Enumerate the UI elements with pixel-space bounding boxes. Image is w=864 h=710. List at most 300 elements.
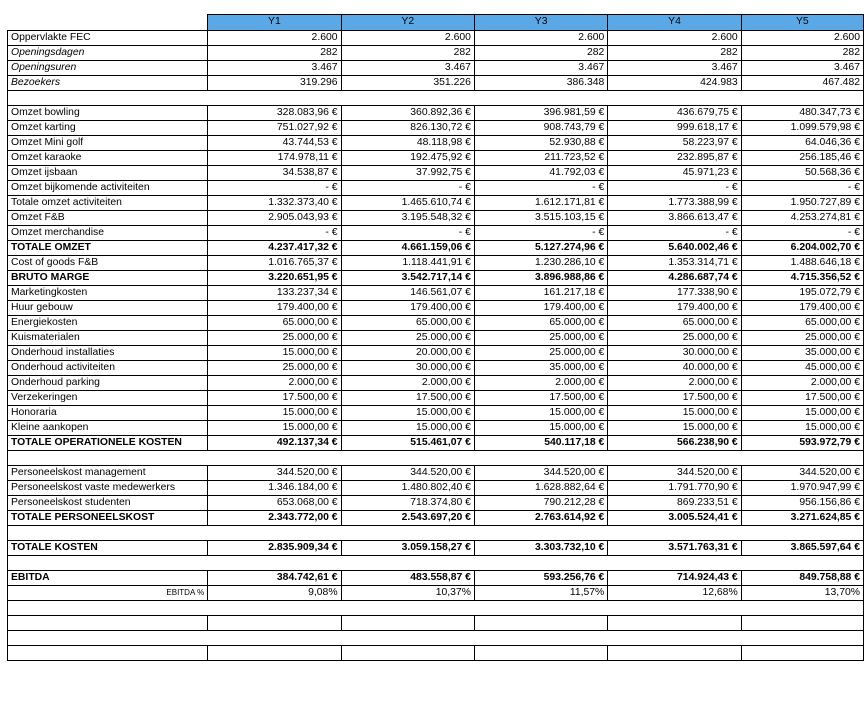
row-label[interactable]: Huur gebouw [8,301,208,316]
value-cell-y3[interactable]: 3.303.732,10 € [474,541,607,556]
value-cell-y2[interactable]: 360.892,36 € [341,106,474,121]
value-cell-y2[interactable]: 2.600 [341,31,474,46]
value-cell-y4[interactable]: 2.000,00 € [608,376,741,391]
table-row [8,76,864,91]
value-cell-y1[interactable]: 2.905.043,93 € [208,211,341,226]
value-cell-y5[interactable]: 50.568,36 € [741,166,863,181]
value-cell-y1[interactable]: 15.000,00 € [208,406,341,421]
value-cell-y4[interactable]: 45.971,23 € [608,166,741,181]
row-label[interactable]: Onderhoud installaties [8,346,208,361]
year-header-row [8,15,864,31]
value-cell-y4[interactable]: 40.000,00 € [608,361,741,376]
empty-cell[interactable] [608,91,741,106]
value-cell-y1[interactable]: 3.220.651,95 € [208,271,341,286]
value-cell-y3[interactable]: 2.600 [474,31,607,46]
value-cell-y2[interactable]: - € [341,181,474,196]
value-cell-y1[interactable]: 1.016.765,37 € [208,256,341,271]
value-cell-y5[interactable]: 1.099.579,98 € [741,121,863,136]
value-cell-y4[interactable]: 1.773.388,99 € [608,196,741,211]
value-cell-y5[interactable]: 2.000,00 € [741,376,863,391]
table-row [8,511,864,526]
value-cell-y4[interactable]: 179.400,00 € [608,301,741,316]
empty-cell[interactable] [341,631,474,646]
value-cell-y3[interactable]: 3.467 [474,61,607,76]
empty-cell[interactable] [8,91,208,106]
spacer-row [8,526,864,541]
value-cell-y3[interactable]: 2.763.614,92 € [474,511,607,526]
table-row [8,376,864,391]
value-cell-y3[interactable]: 17.500,00 € [474,391,607,406]
empty-cell[interactable] [341,451,474,466]
empty-cell[interactable] [341,616,474,631]
value-cell-y1[interactable]: 384.742,61 € [208,571,341,586]
value-cell-y5[interactable]: 1.950.727,89 € [741,196,863,211]
value-cell-y3[interactable]: 35.000,00 € [474,361,607,376]
value-cell-y3[interactable]: 282 [474,46,607,61]
value-cell-y5[interactable]: 25.000,00 € [741,331,863,346]
value-cell-y2[interactable]: 3.467 [341,61,474,76]
value-cell-y1[interactable]: 15.000,00 € [208,421,341,436]
empty-cell[interactable] [208,601,341,616]
value-cell-y4[interactable]: 3.866.613,47 € [608,211,741,226]
value-cell-y2[interactable]: 146.561,07 € [341,286,474,301]
row-label[interactable]: Cost of goods F&B [8,256,208,271]
empty-cell[interactable] [208,526,341,541]
value-cell-y4[interactable]: 232.895,87 € [608,151,741,166]
value-cell-y1[interactable]: 1.332.373,40 € [208,196,341,211]
value-cell-y3[interactable]: 1.230.286,10 € [474,256,607,271]
row-label[interactable]: Omzet F&B [8,211,208,226]
spacer-row [8,631,864,646]
value-cell-y4[interactable]: 17.500,00 € [608,391,741,406]
table-row [8,286,864,301]
value-cell-y1[interactable]: 492.137,34 € [208,436,341,451]
value-cell-y4[interactable]: 3.571.763,31 € [608,541,741,556]
value-cell-y3[interactable]: 52.930,88 € [474,136,607,151]
empty-cell[interactable] [474,526,607,541]
value-cell-y1[interactable]: 34.538,87 € [208,166,341,181]
empty-cell[interactable] [608,601,741,616]
empty-cell[interactable] [608,646,741,661]
empty-cell[interactable] [341,526,474,541]
value-cell-y2[interactable]: 4.661.159,06 € [341,241,474,256]
value-cell-y5[interactable]: 593.972,79 € [741,436,863,451]
row-label[interactable]: Marketingkosten [8,286,208,301]
value-cell-y4[interactable]: 15.000,00 € [608,406,741,421]
value-cell-y5[interactable]: 1.970.947,99 € [741,481,863,496]
empty-cell[interactable] [341,91,474,106]
row-label[interactable]: Omzet karaoke [8,151,208,166]
value-cell-y5[interactable]: 2.600 [741,31,863,46]
spacer-row [8,451,864,466]
value-cell-y2[interactable]: 1.118.441,91 € [341,256,474,271]
value-cell-y2[interactable]: 2.543.697,20 € [341,511,474,526]
value-cell-y2[interactable]: 179.400,00 € [341,301,474,316]
value-cell-y5[interactable]: 179.400,00 € [741,301,863,316]
value-cell-y2[interactable]: 3.542.717,14 € [341,271,474,286]
row-label[interactable]: Onderhoud activiteiten [8,361,208,376]
financial-projection-table [7,14,864,661]
value-cell-y1[interactable]: 133.237,34 € [208,286,341,301]
table-row [8,256,864,271]
value-cell-y2[interactable]: 192.475,92 € [341,151,474,166]
table-row [8,466,864,481]
value-cell-y2[interactable]: 515.461,07 € [341,436,474,451]
empty-cell[interactable] [8,451,208,466]
value-cell-y3[interactable]: 3.896.988,86 € [474,271,607,286]
value-cell-y4[interactable]: - € [608,181,741,196]
table-row [8,46,864,61]
empty-cell[interactable] [474,601,607,616]
value-cell-y4[interactable]: 869.233,51 € [608,496,741,511]
table-row [8,211,864,226]
value-cell-y5[interactable]: - € [741,226,863,241]
value-cell-y1[interactable]: 344.520,00 € [208,466,341,481]
empty-cell[interactable] [208,91,341,106]
value-cell-y1[interactable]: - € [208,181,341,196]
value-cell-y1[interactable]: 65.000,00 € [208,316,341,331]
row-label[interactable]: Omzet merchandise [8,226,208,241]
table-row [8,151,864,166]
value-cell-y2[interactable]: - € [341,226,474,241]
table-row [8,301,864,316]
value-cell-y4[interactable]: 25.000,00 € [608,331,741,346]
empty-cell[interactable] [208,556,341,571]
value-cell-y4[interactable]: 4.286.687,74 € [608,271,741,286]
row-label[interactable]: Omzet karting [8,121,208,136]
value-cell-y2[interactable]: 1.465.610,74 € [341,196,474,211]
value-cell-y2[interactable]: 3.195.548,32 € [341,211,474,226]
value-cell-y2[interactable]: 344.520,00 € [341,466,474,481]
value-cell-y5[interactable]: 849.758,88 € [741,571,863,586]
value-cell-y2[interactable]: 65.000,00 € [341,316,474,331]
table-row [8,541,864,556]
row-label[interactable]: TOTALE OPERATIONELE KOSTEN [8,436,208,451]
value-cell-y5[interactable]: 13,70% [741,586,863,601]
row-label[interactable]: Kuismaterialen [8,331,208,346]
value-cell-y2[interactable]: 30.000,00 € [341,361,474,376]
value-cell-y4[interactable]: 1.353.314,71 € [608,256,741,271]
table-row [8,481,864,496]
empty-cell[interactable] [741,556,863,571]
table-row [8,196,864,211]
value-cell-y4[interactable]: 5.640.002,46 € [608,241,741,256]
value-cell-y5[interactable]: 467.482 [741,76,863,91]
empty-cell[interactable] [474,91,607,106]
header-y1[interactable]: Y1 [208,15,341,31]
value-cell-y5[interactable]: 3.467 [741,61,863,76]
value-cell-y1[interactable]: 282 [208,46,341,61]
row-label[interactable]: Personeelskost management [8,466,208,481]
empty-cell[interactable] [474,556,607,571]
value-cell-y4[interactable]: 436.679,75 € [608,106,741,121]
header-y2[interactable]: Y2 [341,15,474,31]
value-cell-y1[interactable]: 4.237.417,32 € [208,241,341,256]
table-row [8,181,864,196]
value-cell-y3[interactable]: 11,57% [474,586,607,601]
value-cell-y3[interactable]: 3.515.103,15 € [474,211,607,226]
value-cell-y5[interactable]: 3.865.597,64 € [741,541,863,556]
row-label[interactable]: Personeelskost vaste medewerkers [8,481,208,496]
value-cell-y3[interactable]: 179.400,00 € [474,301,607,316]
value-cell-y3[interactable]: 41.792,03 € [474,166,607,181]
value-cell-y3[interactable]: 211.723,52 € [474,151,607,166]
empty-cell[interactable] [741,451,863,466]
table-row [8,346,864,361]
value-cell-y1[interactable]: 2.000,00 € [208,376,341,391]
empty-cell[interactable] [741,631,863,646]
row-label[interactable]: Verzekeringen [8,391,208,406]
empty-cell[interactable] [608,631,741,646]
table-row [8,586,864,601]
value-cell-y3[interactable]: - € [474,181,607,196]
empty-cell[interactable] [8,526,208,541]
value-cell-y1[interactable]: 319.296 [208,76,341,91]
value-cell-y5[interactable]: 6.204.002,70 € [741,241,863,256]
value-cell-y3[interactable]: - € [474,226,607,241]
table-row [8,421,864,436]
value-cell-y2[interactable]: 826.130,72 € [341,121,474,136]
table-row [8,331,864,346]
value-cell-y2[interactable]: 483.558,87 € [341,571,474,586]
value-cell-y1[interactable]: 1.346.184,00 € [208,481,341,496]
value-cell-y4[interactable]: 12,68% [608,586,741,601]
value-cell-y3[interactable]: 1.628.882,64 € [474,481,607,496]
value-cell-y4[interactable]: 2.600 [608,31,741,46]
table-row [8,571,864,586]
row-label[interactable]: Omzet Mini golf [8,136,208,151]
row-label[interactable]: TOTALE OMZET [8,241,208,256]
spacer-row [8,91,864,106]
table-row [8,406,864,421]
value-cell-y1[interactable]: 17.500,00 € [208,391,341,406]
value-cell-y1[interactable]: 653.068,00 € [208,496,341,511]
value-cell-y3[interactable]: 65.000,00 € [474,316,607,331]
value-cell-y3[interactable]: 161.217,18 € [474,286,607,301]
header-y5[interactable]: Y5 [741,15,863,31]
empty-cell[interactable] [341,556,474,571]
empty-cell[interactable] [8,616,208,631]
row-label[interactable]: Openingsuren [8,61,208,76]
row-label[interactable]: Totale omzet activiteiten [8,196,208,211]
value-cell-y1[interactable]: 9,08% [208,586,341,601]
value-cell-y5[interactable]: 195.072,79 € [741,286,863,301]
value-cell-y5[interactable]: 480.347,73 € [741,106,863,121]
value-cell-y4[interactable]: 15.000,00 € [608,421,741,436]
value-cell-y4[interactable]: 177.338,90 € [608,286,741,301]
value-cell-y5[interactable]: - € [741,181,863,196]
table-row [8,316,864,331]
value-cell-y3[interactable]: 790.212,28 € [474,496,607,511]
value-cell-y5[interactable]: 17.500,00 € [741,391,863,406]
value-cell-y2[interactable]: 351.226 [341,76,474,91]
value-cell-y5[interactable]: 956.156,86 € [741,496,863,511]
empty-cell[interactable] [341,646,474,661]
value-cell-y5[interactable]: 256.185,46 € [741,151,863,166]
value-cell-y3[interactable]: 1.612.171,81 € [474,196,607,211]
row-label[interactable]: Oppervlakte FEC [8,31,208,46]
value-cell-y5[interactable]: 282 [741,46,863,61]
empty-cell[interactable] [8,556,208,571]
value-cell-y4[interactable]: - € [608,226,741,241]
value-cell-y3[interactable]: 386.348 [474,76,607,91]
row-label[interactable]: TOTALE KOSTEN [8,541,208,556]
header-corner-cell [8,15,208,31]
table-row [8,61,864,76]
empty-cell[interactable] [208,646,341,661]
empty-row [8,646,864,661]
table-body [8,31,864,661]
value-cell-y1[interactable]: 2.343.772,00 € [208,511,341,526]
empty-cell[interactable] [208,451,341,466]
table-row [8,391,864,406]
spacer-row [8,601,864,616]
value-cell-y1[interactable]: 43.744,53 € [208,136,341,151]
table-row [8,271,864,286]
value-cell-y5[interactable]: 15.000,00 € [741,421,863,436]
empty-cell[interactable] [741,91,863,106]
empty-cell[interactable] [741,601,863,616]
value-cell-y2[interactable]: 15.000,00 € [341,421,474,436]
value-cell-y3[interactable]: 2.000,00 € [474,376,607,391]
value-cell-y5[interactable]: 65.000,00 € [741,316,863,331]
empty-cell[interactable] [741,526,863,541]
value-cell-y5[interactable]: 4.715.356,52 € [741,271,863,286]
value-cell-y1[interactable]: 328.083,96 € [208,106,341,121]
value-cell-y1[interactable]: 2.600 [208,31,341,46]
row-label[interactable]: Onderhoud parking [8,376,208,391]
value-cell-y4[interactable]: 999.618,17 € [608,121,741,136]
row-label[interactable]: Openingsdagen [8,46,208,61]
value-cell-y2[interactable]: 2.000,00 € [341,376,474,391]
empty-cell[interactable] [474,631,607,646]
empty-cell[interactable] [741,646,863,661]
value-cell-y4[interactable]: 3.005.524,41 € [608,511,741,526]
value-cell-y2[interactable]: 37.992,75 € [341,166,474,181]
empty-cell[interactable] [208,631,341,646]
value-cell-y1[interactable]: 174.978,11 € [208,151,341,166]
value-cell-y4[interactable]: 65.000,00 € [608,316,741,331]
value-cell-y3[interactable]: 396.981,59 € [474,106,607,121]
table-row [8,106,864,121]
row-label[interactable]: Omzet bijkomende activiteiten [8,181,208,196]
value-cell-y3[interactable]: 344.520,00 € [474,466,607,481]
value-cell-y3[interactable]: 540.117,18 € [474,436,607,451]
row-label[interactable]: TOTALE PERSONEELSKOST [8,511,208,526]
row-label[interactable]: Kleine aankopen [8,421,208,436]
header-y3[interactable]: Y3 [474,15,607,31]
value-cell-y1[interactable]: - € [208,226,341,241]
value-cell-y3[interactable]: 15.000,00 € [474,406,607,421]
row-label[interactable]: Omzet ijsbaan [8,166,208,181]
value-cell-y2[interactable]: 3.059.158,27 € [341,541,474,556]
empty-cell[interactable] [741,616,863,631]
table-row [8,31,864,46]
empty-cell[interactable] [8,601,208,616]
value-cell-y5[interactable]: 64.046,36 € [741,136,863,151]
row-label[interactable]: EBITDA [8,571,208,586]
empty-cell[interactable] [608,451,741,466]
value-cell-y2[interactable]: 48.118,98 € [341,136,474,151]
empty-cell[interactable] [474,646,607,661]
value-cell-y4[interactable]: 714.924,43 € [608,571,741,586]
table-row [8,121,864,136]
empty-cell[interactable] [341,601,474,616]
row-label[interactable]: Energiekosten [8,316,208,331]
value-cell-y2[interactable]: 25.000,00 € [341,331,474,346]
value-cell-y5[interactable]: 4.253.274,81 € [741,211,863,226]
table-row [8,226,864,241]
row-label[interactable]: Honoraria [8,406,208,421]
value-cell-y5[interactable]: 45.000,00 € [741,361,863,376]
value-cell-y2[interactable]: 17.500,00 € [341,391,474,406]
value-cell-y4[interactable]: 3.467 [608,61,741,76]
value-cell-y1[interactable]: 25.000,00 € [208,331,341,346]
table-row [8,436,864,451]
row-label[interactable]: Omzet bowling [8,106,208,121]
value-cell-y3[interactable]: 908.743,79 € [474,121,607,136]
empty-cell[interactable] [208,616,341,631]
value-cell-y5[interactable]: 344.520,00 € [741,466,863,481]
value-cell-y3[interactable]: 25.000,00 € [474,346,607,361]
value-cell-y1[interactable]: 3.467 [208,61,341,76]
empty-cell[interactable] [474,616,607,631]
value-cell-y5[interactable]: 3.271.624,85 € [741,511,863,526]
value-cell-y2[interactable]: 718.374,80 € [341,496,474,511]
row-label[interactable]: EBITDA % [8,586,208,601]
value-cell-y3[interactable]: 15.000,00 € [474,421,607,436]
value-cell-y1[interactable]: 751.027,92 € [208,121,341,136]
value-cell-y1[interactable]: 179.400,00 € [208,301,341,316]
empty-cell[interactable] [8,631,208,646]
value-cell-y3[interactable]: 5.127.274,96 € [474,241,607,256]
value-cell-y2[interactable]: 10,37% [341,586,474,601]
value-cell-y2[interactable]: 282 [341,46,474,61]
empty-cell[interactable] [608,556,741,571]
value-cell-y5[interactable]: 35.000,00 € [741,346,863,361]
value-cell-y4[interactable]: 58.223,97 € [608,136,741,151]
empty-cell[interactable] [608,526,741,541]
value-cell-y1[interactable]: 2.835.909,34 € [208,541,341,556]
row-label[interactable]: Bezoekers [8,76,208,91]
table-row [8,136,864,151]
value-cell-y1[interactable]: 15.000,00 € [208,346,341,361]
empty-row [8,616,864,631]
value-cell-y4[interactable]: 344.520,00 € [608,466,741,481]
value-cell-y4[interactable]: 1.791.770,90 € [608,481,741,496]
value-cell-y4[interactable]: 424.983 [608,76,741,91]
value-cell-y2[interactable]: 1.480.802,40 € [341,481,474,496]
value-cell-y1[interactable]: 25.000,00 € [208,361,341,376]
table-row [8,496,864,511]
value-cell-y5[interactable]: 15.000,00 € [741,406,863,421]
row-label[interactable]: BRUTO MARGE [8,271,208,286]
empty-cell[interactable] [8,646,208,661]
spacer-row [8,556,864,571]
value-cell-y4[interactable]: 566.238,90 € [608,436,741,451]
value-cell-y2[interactable]: 15.000,00 € [341,406,474,421]
row-label[interactable]: Personeelskost studenten [8,496,208,511]
empty-cell[interactable] [474,451,607,466]
value-cell-y3[interactable]: 25.000,00 € [474,331,607,346]
value-cell-y3[interactable]: 593.256,76 € [474,571,607,586]
empty-cell[interactable] [608,616,741,631]
value-cell-y5[interactable]: 1.488.646,18 € [741,256,863,271]
value-cell-y2[interactable]: 20.000,00 € [341,346,474,361]
value-cell-y4[interactable]: 282 [608,46,741,61]
value-cell-y4[interactable]: 30.000,00 € [608,346,741,361]
header-y4[interactable]: Y4 [608,15,741,31]
